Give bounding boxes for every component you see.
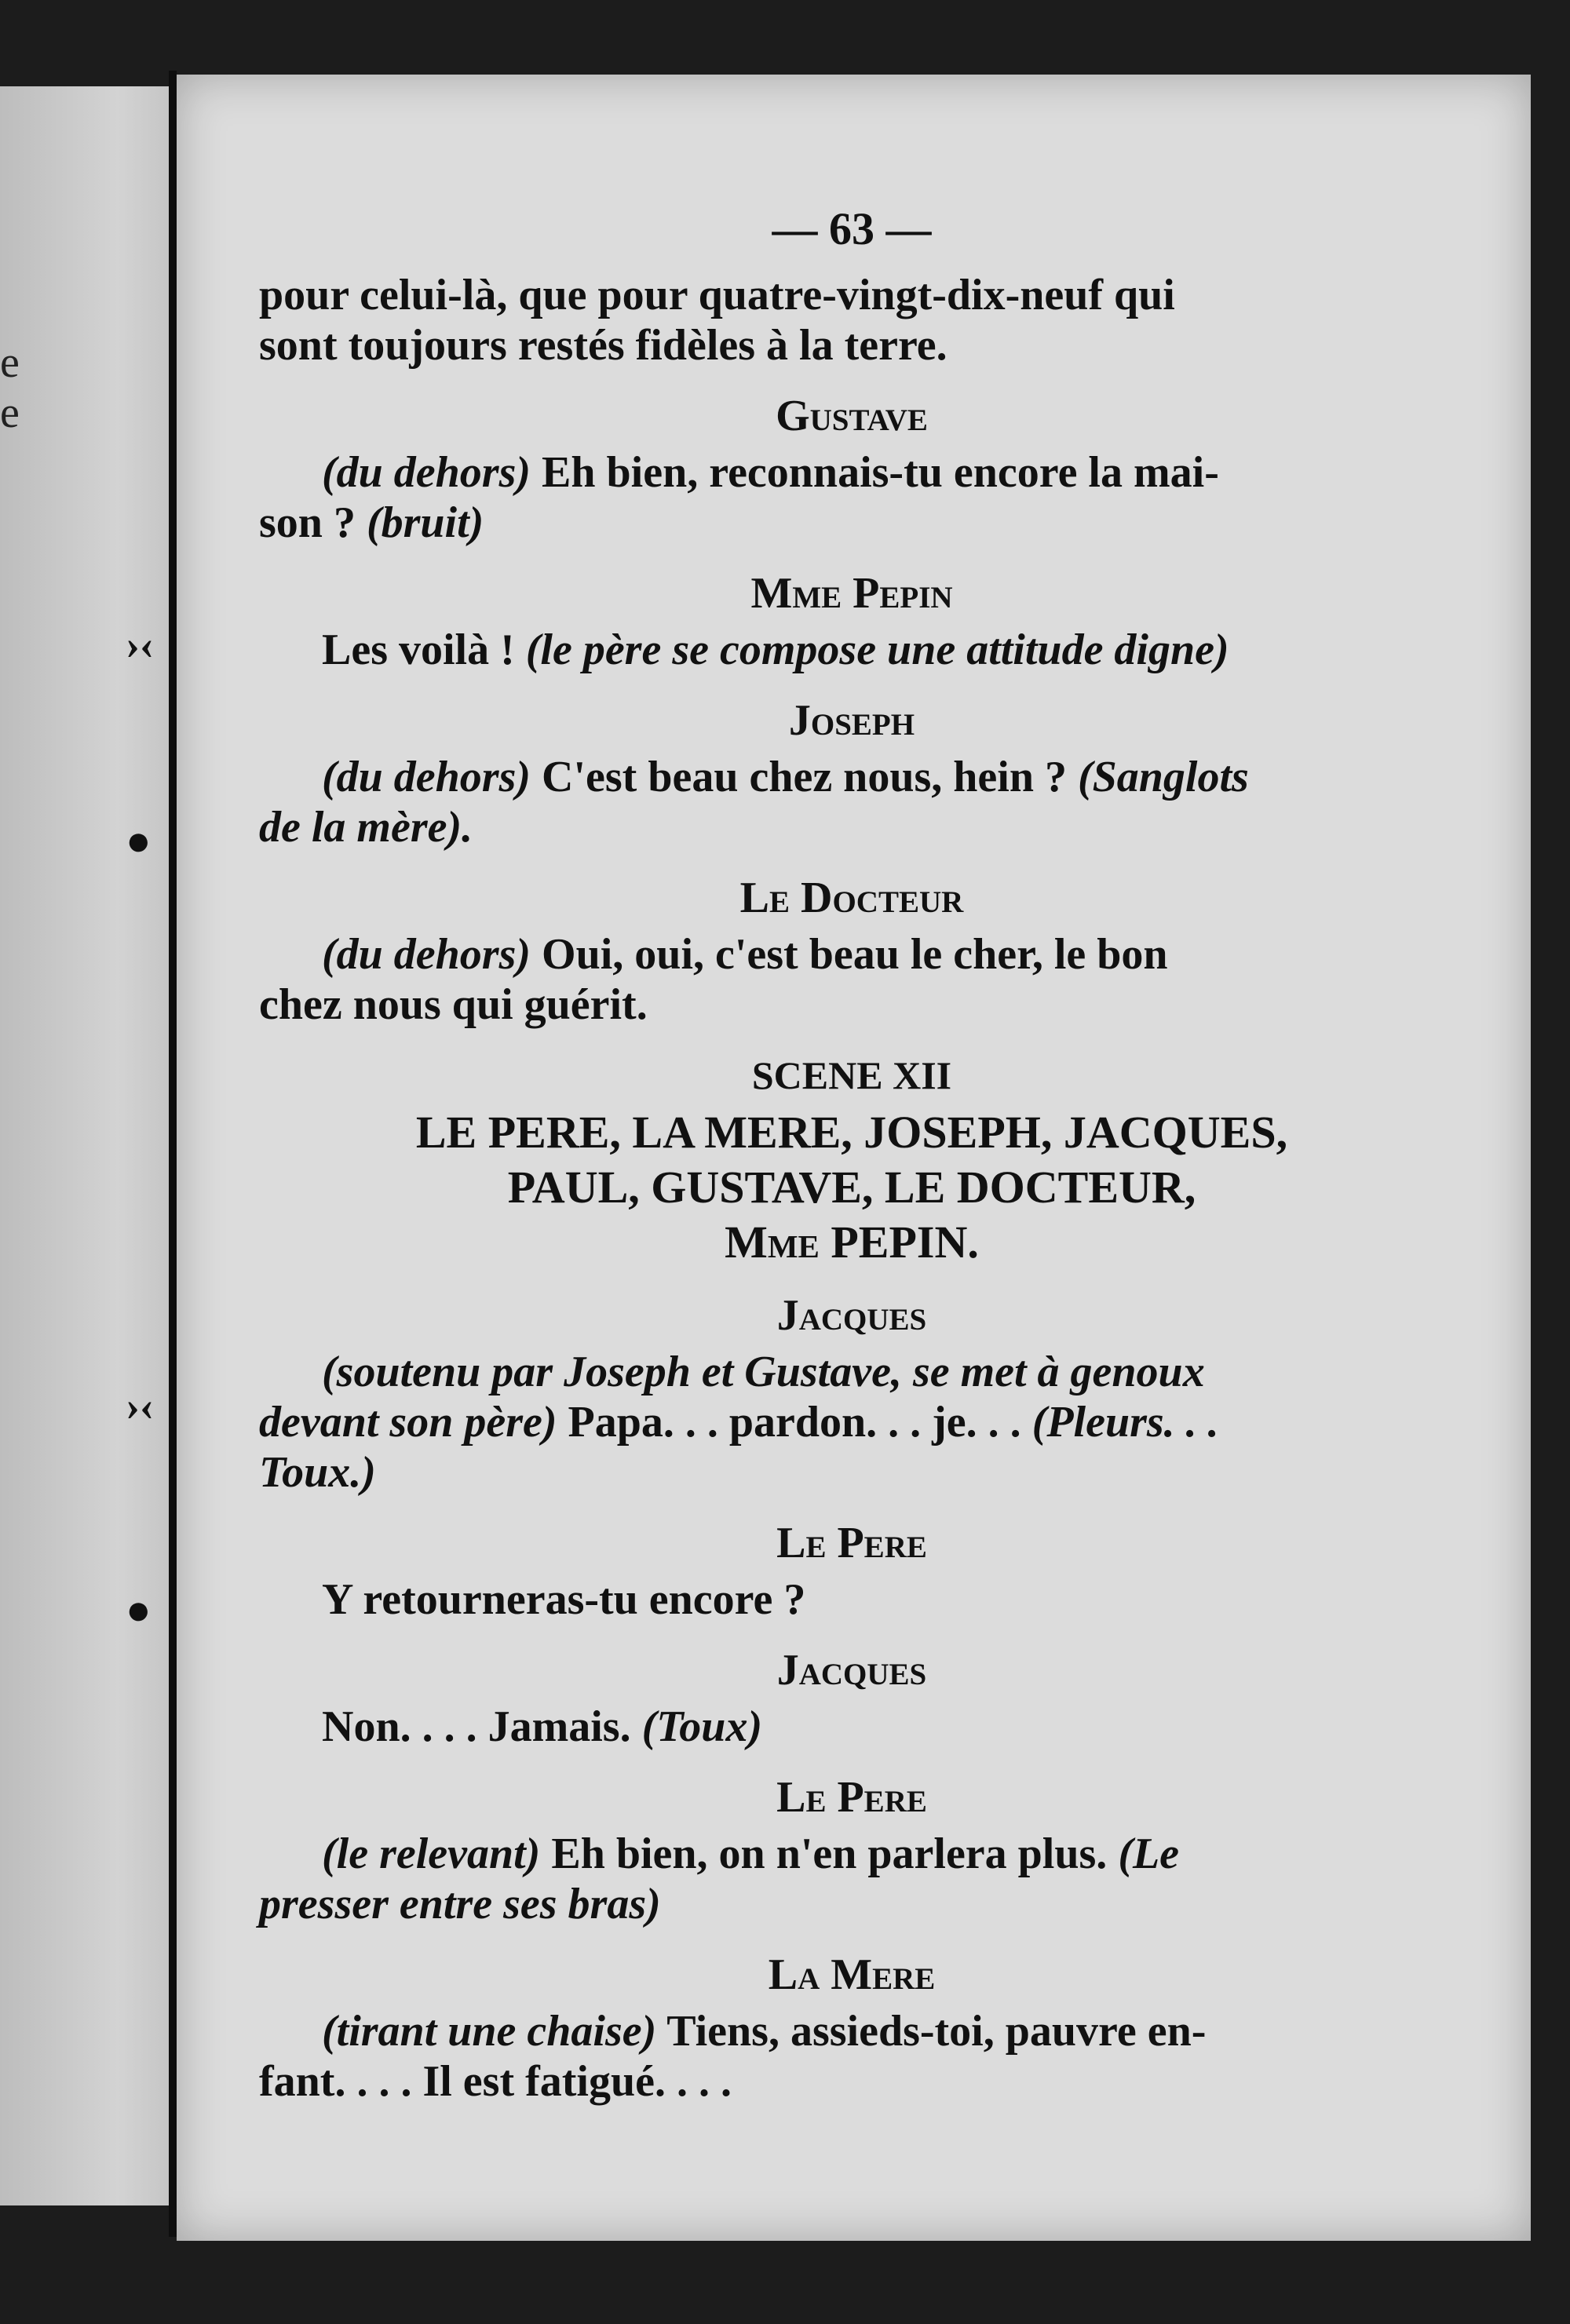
speech: Eh bien, reconnais-tu encore la mai- <box>531 448 1219 497</box>
stage-direction: (Pleurs. . . <box>1031 1398 1219 1447</box>
stage-direction: devant son père) <box>259 1398 557 1447</box>
cast-line: Mme PEPIN. <box>725 1217 979 1268</box>
speaker-name: Le Pere <box>776 1519 927 1567</box>
speech: Eh bien, on n'en parlera plus. <box>540 1830 1119 1878</box>
stage-direction: de la mère). <box>259 803 473 852</box>
binding-mark: ›‹ <box>126 1382 154 1429</box>
scene-heading: SCENE XII <box>751 1053 952 1097</box>
dialogue <box>259 752 1444 852</box>
cast-line: PAUL, GUSTAVE, LE DOCTEUR, <box>507 1162 1196 1213</box>
stage-direction: (Sanglots <box>1077 753 1249 801</box>
text-line: sont toujours restés fidèles à la terre. <box>259 321 947 370</box>
dialogue <box>259 1702 1444 1752</box>
dialogue <box>259 447 1444 548</box>
adjacent-page-edge <box>0 86 169 2205</box>
dialogue <box>259 929 1444 1030</box>
paragraph <box>259 270 1444 370</box>
speaker-name: Joseph <box>788 696 915 745</box>
adjacent-page-letters <box>0 337 20 438</box>
binding-mark: ● <box>126 1586 152 1633</box>
speech: Les voilà ! <box>322 626 526 674</box>
speaker-name: Gustave <box>776 392 928 440</box>
margin-letter: e <box>0 389 20 437</box>
dialogue <box>259 2006 1444 2107</box>
speech: chez nous qui guérit. <box>259 980 648 1029</box>
speech: Y retourneras-tu encore ? <box>322 1575 806 1624</box>
stage-direction: (bruit) <box>366 498 484 547</box>
speech: son ? <box>259 498 367 547</box>
dialogue <box>259 1347 1444 1498</box>
speaker-name: Le Docteur <box>739 874 964 922</box>
speaker-name: Le Pere <box>776 1773 927 1822</box>
speech: Non. . . . Jamais. <box>322 1702 642 1751</box>
speech: Oui, oui, c'est beau le cher, le bon <box>531 930 1168 979</box>
cast-line: LE PERE, LA MERE, JOSEPH, JACQUES, <box>415 1107 1288 1158</box>
margin-letter: e <box>0 338 20 387</box>
stage-direction: (tirant une chaise) <box>322 2007 657 2056</box>
speech: Tiens, assieds-toi, pauvre en- <box>656 2007 1207 2056</box>
speech: Papa. . . pardon. . . je. . . <box>557 1398 1032 1447</box>
stage-direction: (du dehors) <box>322 753 531 801</box>
speaker-name: Mme Pepin <box>750 569 953 618</box>
stage-direction: (le père se compose une attitude digne) <box>525 626 1229 674</box>
dialogue <box>259 1574 1444 1625</box>
speech: fant. . . . Il est fatigué. . . . <box>259 2057 732 2106</box>
speaker-name: Jacques <box>776 1291 927 1340</box>
speech: C'est beau chez nous, hein ? <box>531 753 1078 801</box>
dialogue <box>259 1829 1444 1929</box>
text-line: pour celui-là, que pour quatre-vingt-dix-neuf qui <box>259 271 1175 319</box>
page-binding-line <box>169 71 177 2237</box>
stage-direction: (soutenu par Joseph et Gustave, se met à genoux <box>322 1348 1205 1396</box>
stage-direction: (le relevant) <box>322 1830 541 1878</box>
stage-direction: (Toux) <box>641 1702 763 1751</box>
binding-mark: ● <box>126 817 152 864</box>
dialogue <box>259 625 1444 675</box>
stage-direction: (Le <box>1118 1830 1180 1878</box>
stage-direction: (du dehors) <box>322 930 531 979</box>
page-text <box>259 204 1444 2107</box>
stage-direction: presser entre ses bras) <box>259 1880 661 1928</box>
binding-mark: ›‹ <box>126 621 154 668</box>
stage-direction: (du dehors) <box>322 448 531 497</box>
stage-direction: Toux.) <box>259 1448 376 1497</box>
speaker-name: La Mere <box>768 1950 936 1999</box>
page-number: — 63 — <box>772 203 932 254</box>
speaker-name: Jacques <box>776 1646 927 1695</box>
